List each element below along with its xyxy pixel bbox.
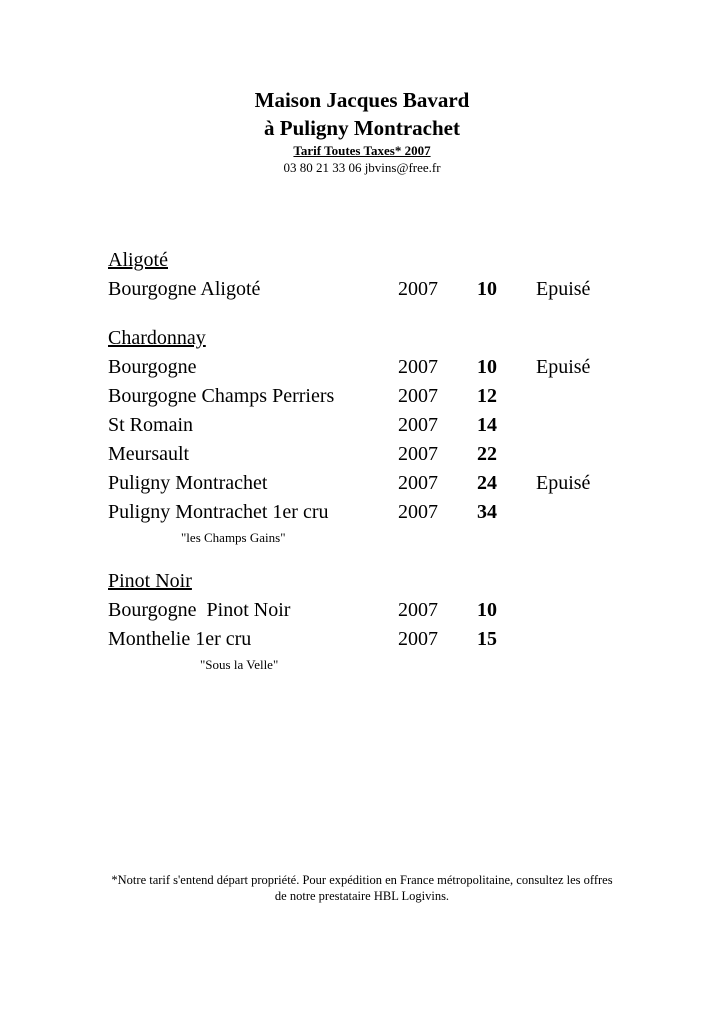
wine-status: Epuisé [536, 472, 591, 494]
wine-year: 2007 [398, 278, 438, 300]
wine-row [108, 353, 668, 382]
wine-row [108, 440, 668, 469]
section-title: Aligoté [108, 249, 168, 271]
wine-year: 2007 [398, 501, 438, 523]
wine-price: 34 [477, 501, 497, 523]
wine-row [108, 411, 668, 440]
wine-price-list [108, 246, 668, 694]
wine-name: St Romain [108, 414, 194, 436]
footnote-line-1: *Notre tarif s'entend départ propriété. Pour expédition en France métropolitaine, consultez les offres [111, 873, 613, 887]
wine-price: 10 [477, 599, 497, 621]
wine-climat-note: "Sous la Velle" [200, 657, 279, 672]
section-pinot-noir [108, 567, 668, 674]
wine-price: 22 [477, 443, 497, 465]
wine-year: 2007 [398, 414, 438, 436]
wine-year: 2007 [398, 385, 438, 407]
wine-price: 12 [477, 385, 497, 407]
wine-name: Meursault [108, 443, 190, 465]
section-chardonnay [108, 324, 668, 547]
wine-year: 2007 [398, 356, 438, 378]
price-list-subtitle: Tarif Toutes Taxes* 2007 [293, 143, 431, 158]
wine-climat-note: "les Champs Gains" [181, 530, 286, 545]
section-title: Pinot Noir [108, 570, 192, 592]
section-title: Chardonnay [108, 327, 206, 349]
wine-price: 10 [477, 278, 497, 300]
wine-name: Monthelie 1er cru [108, 628, 252, 650]
wine-name: Bourgogne Pinot Noir [108, 599, 291, 621]
wine-year: 2007 [398, 599, 438, 621]
estate-location: à Puligny Montrachet [264, 116, 460, 140]
wine-year: 2007 [398, 443, 438, 465]
document-header [0, 86, 724, 177]
wine-row [108, 625, 668, 654]
wine-price: 10 [477, 356, 497, 378]
wine-name: Bourgogne Aligoté [108, 278, 261, 300]
wine-year: 2007 [398, 472, 438, 494]
wine-year: 2007 [398, 628, 438, 650]
wine-price: 14 [477, 414, 497, 436]
wine-row [108, 382, 668, 411]
wine-row [108, 498, 668, 527]
wine-row [108, 275, 668, 304]
wine-row [108, 469, 668, 498]
section-aligote [108, 246, 668, 304]
wine-name: Bourgogne [108, 356, 197, 378]
footnote [50, 872, 674, 904]
wine-status: Epuisé [536, 356, 591, 378]
footnote-line-2: de notre prestataire HBL Logivins. [274, 889, 450, 903]
wine-price: 24 [477, 472, 497, 494]
wine-row [108, 596, 668, 625]
wine-name: Puligny Montrachet [108, 472, 268, 494]
wine-status: Epuisé [536, 278, 591, 300]
wine-name: Bourgogne Champs Perriers [108, 385, 335, 407]
wine-name: Puligny Montrachet 1er cru [108, 501, 329, 523]
estate-name: Maison Jacques Bavard [254, 88, 470, 112]
contact-info: 03 80 21 33 06 jbvins@free.fr [283, 160, 441, 175]
wine-price: 15 [477, 628, 497, 650]
